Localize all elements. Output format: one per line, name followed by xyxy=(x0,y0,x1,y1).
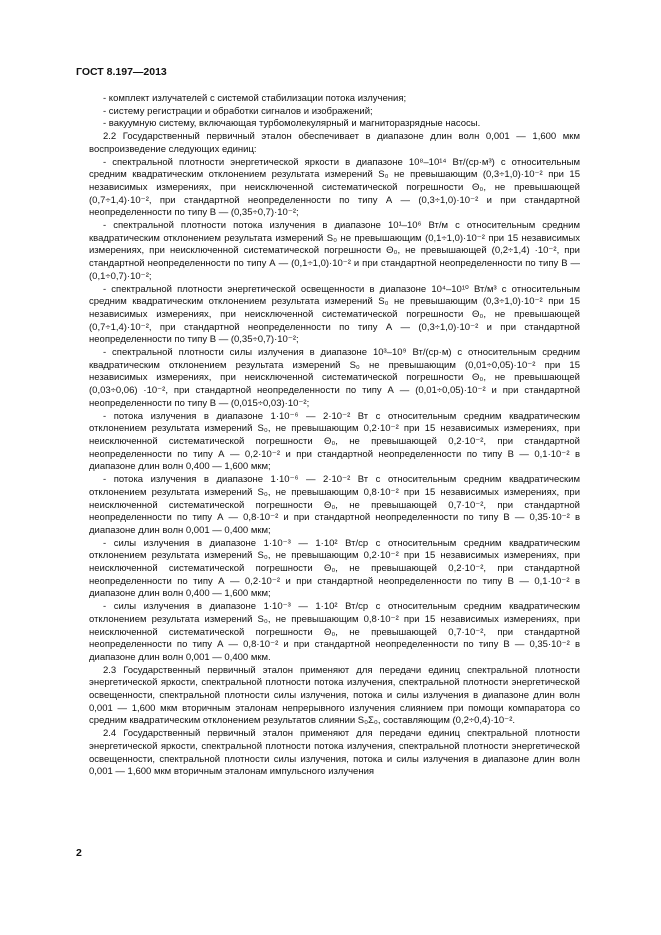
list-item-flux-density: - спектральной плотности потока излучения в диапазоне 10¹–10⁶ Вт/м с относительным средним квадратическим отклонением результата измерений S₀ не превышающим (0,1÷1,0)·10⁻² при 15 независимых измерениях, при неисключенной систематической погрешности Θ₀, не превышающей (0,2÷1,4) ·10⁻², при стандартной неопределенности по типу А — (0,1÷1,0)·10⁻² и при стандартной неопределенности по типу В — (0,1÷0,7)·10⁻²; xyxy=(89,220,580,282)
document-header: ГОСТ 8.197—2013 xyxy=(76,66,167,78)
list-item-intensity-density: - спектральной плотности силы излучения в диапазоне 10³–10⁹ Вт/(ср·м) с относительным средним квадратическим отклонением результата измерений S₀ не превышающим (0,01÷0,05)·10⁻² при 15 независимых измерениях, при неисключенной систематической погрешности Θ₀, не превышающей (0,03÷0,06) ·10⁻², при стандартной неопределенности по типу А — (0,01÷0,05)·10⁻² и при стандартной неопределенности по типу В — (0,015÷0,03)·10⁻²; xyxy=(89,347,580,409)
list-item-flux-uv: - потока излучения в диапазоне 1·10⁻⁶ — 2·10⁻² Вт с относительным средним квадратическим отклонением результата измерений S₀, не превышающим 0,8·10⁻² при 15 независимых измерениях, при неисключенной систематической погрешности Θ₀, не превышающей 0,7·10⁻², при стандартной неопределенности по типу А — 0,8·10⁻² и при стандартной неопределенности по типу В — 0,35·10⁻² в диапазоне длин волн 0,001 — 0,400 мкм; xyxy=(89,474,580,536)
paragraph-2-2: 2.2 Государственный первичный эталон обеспечивает в диапазоне длин волн 0,001 — 1,600 мкм воспроизведение следующих единиц: xyxy=(89,131,580,155)
page-number: 2 xyxy=(76,847,82,859)
document-body xyxy=(89,93,580,779)
list-item-emitters: - комплект излучателей с системой стабилизации потока излучения; xyxy=(103,93,407,104)
paragraph-2-4: 2.4 Государственный первичный эталон применяют для передачи единиц спектральной плотности энергетической яркости, спектральной плотности потока излучения, спектральной плотности энергетической освещенности, спектральной плотности силы излучения, потока и силы излучения в диапазоне длин волн 0,001 — 1,600 мкм вторичным эталонам импульсного излучения xyxy=(89,728,580,778)
list-item-intensity-visible: - силы излучения в диапазоне 1·10⁻³ — 1·10² Вт/ср с относительным средним квадратическим отклонением результата измерений S₀, не превышающим 0,2·10⁻² при 15 независимых измерениях, при неисключенной систематической погрешности Θ₀, не превышающей 0,2·10⁻², при стандартной неопределенности по типу А — 0,2·10⁻² и при стандартной неопределенности по типу В — 0,1·10⁻² в диапазоне длин волн 0,400 — 1,600 мкм; xyxy=(89,537,580,600)
list-item-vacuum: - вакуумную систему, включающая турбомолекулярный и магниторазрядные насосы. xyxy=(103,118,481,130)
list-item-irradiance: - спектральной плотности энергетической освещенности в диапазоне 10⁴–10¹⁰ Вт/м³ с относительным средним квадратическим отклонением результата измерений S₀ не превышающим (0,3÷1,0)·10⁻² при 15 независимых измерениях, при неисключенной систематической погрешности Θ₀, не превышающей (0,7÷1,4)·10⁻², при стандартной неопределенности по типу А — (0,3÷1,0)·10⁻² и при стандартной неопределенности по типу В — (0,35÷0,7)·10⁻²; xyxy=(89,283,580,346)
paragraph-2-3: 2.3 Государственный первичный эталон применяют для передачи единиц спектральной плотности энергетической яркости, спектральной плотности потока излучения, спектральной плотности энергетической освещенности, спектральной плотности силы излучения, потока и силы излучения в диапазоне длин волн 0,001 — 1,600 мкм вторичным эталонам непрерывного излучения слиянием при помощи компаратора со средним квадратическим отклонением результатов слиянии S₀Σ₀, составляющим (0,2÷0,4)·10⁻². xyxy=(89,664,580,727)
list-item-registration: - систему регистрации и обработки сигналов и изображений; xyxy=(103,105,373,117)
list-item-radiance: - спектральной плотности энергетической яркости в диапазоне 10⁸–10¹⁴ Вт/(ср·м³) с относительным средним квадратическим отклонением результата измерений S₀ не превышающим (0,3÷1,0)·10⁻² при 15 независимых измерениях, при неисключенной систематической погрешности Θ₀, не превышающей (0,7÷1,4)·10⁻², при стандартной неопределенности по типу А — (0,3÷1,0)·10⁻² и при стандартной неопределенности по типу В — (0,35÷0,7)·10⁻²; xyxy=(89,156,580,219)
list-item-intensity-uv: - силы излучения в диапазоне 1·10⁻³ — 1·10² Вт/ср с относительным средним квадратическим отклонением результата измерений S₀, не превышающим 0,8·10⁻² при 15 независимых измерениях, при неисключенной систематической погрешности Θ₀, не превышающей 0,7·10⁻², при стандартной неопределенности по типу А — 0,8·10⁻² и при стандартной неопределенности по типу В — 0,35·10⁻² в диапазоне длин волн 0,001 — 0,400 мкм. xyxy=(89,601,580,663)
list-item-flux-visible: - потока излучения в диапазоне 1·10⁻⁶ — 2·10⁻² Вт с относительным средним квадратическим отклонением результата измерений S₀, не превышающим 0,2·10⁻² при 15 независимых измерениях, при неисключенной систематической погрешности Θ₀, не превышающей 0,2·10⁻², при стандартной неопределенности по типу А — 0,2·10⁻² и при стандартной неопределенности по типу В — 0,1·10⁻² в диапазоне длин волн 0,400 — 1,600 мкм; xyxy=(89,410,580,473)
